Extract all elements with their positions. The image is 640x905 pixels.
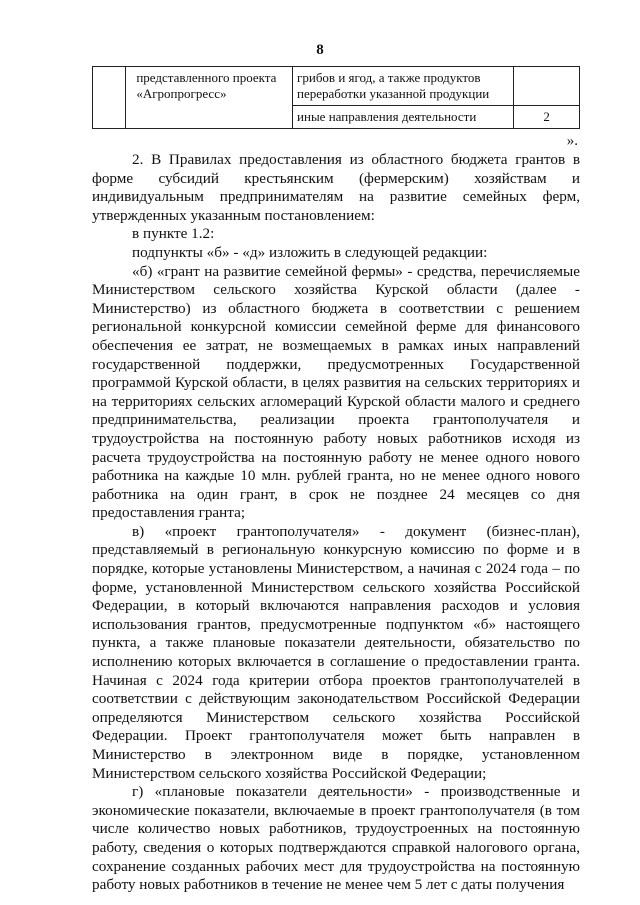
paragraph: подпункты «б» - «д» изложить в следующей редакции: — [132, 243, 488, 261]
table-cell-number — [93, 67, 126, 129]
table-cell-project: представленного проекта «Агропрогресс» — [126, 67, 293, 129]
table-cell-direction: грибов и ягод, а также продуктов переработки указанной продукции — [293, 67, 514, 106]
table-closing-quote: ». — [566, 133, 578, 149]
paragraph: в пункте 1.2: — [132, 225, 215, 243]
continued-table — [92, 66, 580, 129]
paragraph: 2. В Правилах предоставления из областного бюджета грантов в форме субсидий крестьянским (фермерским) хозяйствам и индивидуальным предпринимателям на развитие семейных ферм, утвержденных указанным постановлением: — [92, 151, 580, 224]
document-body — [92, 151, 580, 895]
paragraph: г) «плановые показатели деятельности» - производственные и экономические показатели, включаемые в проект грантополучателя (в том числе количество новых работников, трудоустроенных на постоянную работу, сведения о которых подтверждаются справкой налогового органа, сохранение созданных рабочих мест для трудоустройства на постоянную работу новых работников в течение не менее чем 5 лет с даты получения — [92, 783, 580, 894]
paragraph: в) «проект грантополучателя» - документ (бизнес-план), представляемый в региональную конкурсную комиссию по форме и в порядке, которые установлены Министерством, а начиная с 2024 года – по форме, установленной Министерством сельского хозяйства Российской Федерации, в который включаются направления расходов и условия использования грантов, предусмотренные подпунктом «б» настоящего пункта, а также плановые показатели деятельности, обязательство по исполнению которых включается в соглашение о предоставлении гранта. Начиная с 2024 года критерии отбора проектов грантополучателей в соответствии с действующим законодательством Российской Федерации определяются Министерством сельского хозяйства Российской Федерации. Проект грантополучателя может быть направлен в Министерство в электронном виде в порядке, установленном Министерством сельского хозяйства Российской Федерации; — [92, 522, 580, 782]
table-cell-direction: иные направления деятельности — [293, 106, 514, 129]
page-number: 8 — [316, 42, 324, 58]
table-cell-value — [514, 67, 580, 106]
table-row — [93, 67, 580, 106]
table-cell-value: 2 — [514, 106, 580, 129]
paragraph: «б) «грант на развитие семейной фермы» - средства, перечисляемые Министерством сельского хозяйства Курской области (далее - Министерство) из областного бюджета в соответствии с решением региональной конкурсной комиссии семейной ферме для финансового обеспечения ее затрат, не возмещаемых в рамках иных направлений государственной поддержки, предусмотренных Государственной программой Курской области, в целях развития на сельских территориях и на территориях сельских агломераций Курской области малого и среднего предпринимательства, реализации проекта грантополучателя и трудоустройства на постоянную работу новых работников исходя из расчета трудоустройства на постоянную работу не менее одного нового работника на каждые 10 млн. рублей гранта, но не менее одного нового работника на один грант, в срок не позднее 24 месяцев со дня предоставления гранта; — [92, 262, 580, 522]
